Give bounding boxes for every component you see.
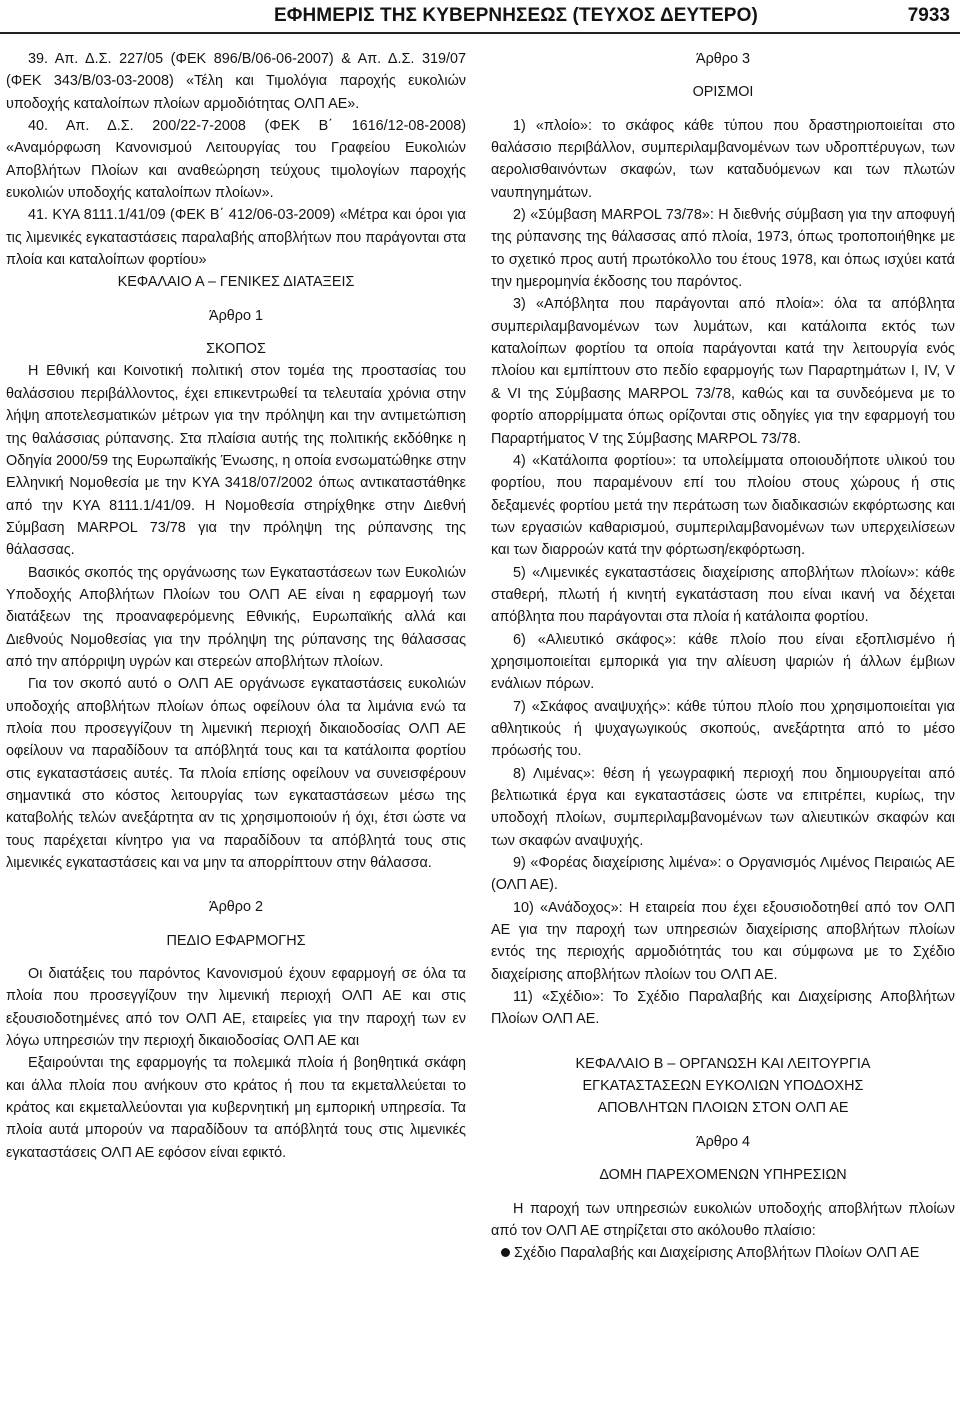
bullet-item-text: Σχέδιο Παραλαβής και Διαχείρισης Αποβλήτων Πλοίων ΟΛΠ ΑΕ [514, 1245, 920, 1262]
article-2-paragraph-2: Εξαιρούνται της εφαρμογής τα πολεμικά πλοία ή βοηθητικά σκάφη και άλλα πλοία που ανήκουν στο κράτος ή που τα εκμεταλλεύεται το κράτος και εκμεταλλεύονται για κυβερνητική μη εμπορική υπηρεσία. Τα πλοία αυτά μπορούν να παραδίδουν τα απόβλητά τους στις λιμενικές εγκαταστάσεις ΟΛΠ ΑΕ εφόσον είναι εφικτό. [6, 1055, 466, 1161]
article-4-title: ΔΟΜΗ ΠΑΡΕΧΟΜΕΝΩΝ ΥΠΗΡΕΣΙΩΝ [599, 1167, 847, 1184]
definition-6: 6) «Αλιευτικό σκάφος»: κάθε πλοίο που είναι εξοπλισμένο ή χρησιμοποιείται εμπορικά για την αλίευση ψαριών ή άλλων έμβιων ενάλιων πόρων. [491, 631, 955, 693]
spacer [491, 104, 955, 115]
definition-2: 2) «Σύμβαση MARPOL 73/78»: Η διεθνής σύμβαση για την αποφυγή της ρύπανσης της θάλασσας από πλοία, 1973, όπως τροποποιήθηκε με το σχετικό προς αυτή πρωτόκολλο του έτους 1978, και όπως ισχύει κατά την ημερομηνία έκδοσης του παρόντος. [491, 207, 955, 291]
spacer [491, 1153, 955, 1164]
article-4-paragraph-1: Η παροχή των υπηρεσιών ευκολιών υποδοχής αποβλήτων πλοίων από τον ΟΛΠ ΑΕ στηρίζεται στο ακόλουθο πλαίσιο: [491, 1200, 955, 1239]
spacer [6, 952, 466, 963]
definition-8: 8) Λιμένας»: θέση ή γεωγραφική περιοχή που δημιουργείται από βελτιωτικά έργα και εγκαταστάσεις ώστε να επιτρέπει, κυρίως, την υποδοχή πλοίων, συμπεριλαμβανομένων των αλιευτικών σκαφών και των σκαφών αναψυχής. [491, 765, 955, 849]
spacer [6, 885, 466, 896]
article-3-number: Άρθρο 3 [696, 51, 750, 67]
spacer [491, 1187, 955, 1198]
article-1-title: ΣΚΟΠΟΣ [206, 341, 266, 358]
definition-1: 1) «πλοίο»: το σκάφος κάθε τύπου που δραστηριοποιείται στο θαλάσσιο περιβάλλον, συμπεριλαμβανομένων των υδροπτέρυγων, των αερολισθαινόντων σκαφών, των καταδυόμενων και των πλωτών ναυπηγημάτων. [491, 117, 955, 201]
reference-item-39: 39. Απ. Δ.Σ. 227/05 (ΦΕΚ 896/Β/06-06-2007) & Απ. Δ.Σ. 319/07 (ΦΕΚ 343/Β/03-03-2008) «Τέλη και Τιμολόγια παροχής ευκολιών υποδοχής καταλοίπων πλοίων αρμοδιότητας ΟΛΠ ΑΕ». [6, 51, 466, 112]
bullet-item [491, 1242, 955, 1264]
right-column [491, 48, 955, 1265]
definition-9: 9) «Φορέας διαχείρισης λιμένα»: ο Οργανισμός Λιμένος Πειραιώς ΑΕ (ΟΛΠ ΑΕ). [491, 855, 955, 894]
definition-3: 3) «Απόβλητα που παράγονται από πλοία»: όλα τα απόβλητα συμπεριλαμβανομένων των λυμάτων, και κατάλοιπα εκτός των καταλοίπων φορτίου τα οποία παράγονται κατά την λειτουργία ενός πλοίου και εμπίπτουν στο πεδίο εφαρμογής των Παραρτημάτων Ι, IV, V & VI της Σύμβασης MARPOL 73/78, καθώς και τα συνδεόμενα με το φορτίο απορρίμματα όπως ορίζονται στις οδηγίες για την εφαρμογή του Παραρτήματος V της Σύμβασης MARPOL 73/78. [491, 296, 955, 447]
left-column [6, 48, 466, 1164]
definition-10: 10) «Ανάδοχος»: Η εταιρεία που έχει εξουσιοδοτηθεί από τον ΟΛΠ ΑΕ για την παροχή των υπηρεσιών διαχείρισης αποβλήτων πλοίων εντός της περιοχής αρμοδιότητάς του και σύμφωνα με το Σχέδιο διαχείρισης αποβλήτων πλοίων του ΟΛΠ ΑΕ. [491, 899, 955, 983]
definition-4: 4) «Κατάλοιπα φορτίου»: τα υπολείμματα οποιουδήποτε υλικού του φορτίου, που παραμένουν επί του πλοίου στους χώρους ή στις δεξαμενές φορτίου μετά την περάτωση των διαδικασιών εκφόρτωσης και των εργασιών καθαρισμού, συμπεριλαμβανομένων των υπερχειλίσεων και των διαρροών κατά την φόρτωση/εκφόρτωση. [491, 452, 955, 559]
article-4-number: Άρθρο 4 [696, 1133, 750, 1150]
article-2-number: Άρθρο 2 [209, 899, 263, 916]
reference-item-41: 41. ΚΥΑ 8111.1/41/09 (ΦΕΚ Β΄ 412/06-03-2009) «Μέτρα και όροι για τις λιμενικές εγκαταστάσεις παραλαβής αποβλήτων που παράγονται στα πλοία και καταλοίπων φορτίου» [6, 207, 466, 269]
spacer [491, 1042, 955, 1053]
article-1-paragraph-3: Για τον σκοπό αυτό ο ΟΛΠ ΑΕ οργάνωσε εγκαταστάσεις ευκολιών υποδοχής αποβλήτων πλοίων όπως οφείλουν όλα τα λιμάνια ενώ τα πλοία που προσεγγίζουν τη λιμενική περιοχή δικαιοδοσίας ΟΛΠ ΑΕ οφείλουν να παραδίδουν τα απόβλητά τους και τα κατάλοιπα φορτίου στις εγκαταστάσεις αυτές. Τα πλοία επίσης οφείλουν να συνεισφέρουν σημαντικά στο κόστος λειτουργίας των εγκαταστάσεων μέσω της καταβολής τελών ανεξάρτητα αν τις χρησιμοποιούν ή όχι, έτσι ώστε να τους παρέχεται κίνητρο για να παραδίδουν τα απόβλητά τους στις λιμενικές εγκαταστάσεις και να μην τα απορρίπτουν στην θάλασσα. [6, 676, 466, 872]
spacer [6, 294, 466, 305]
article-3-title: ΟΡΙΣΜΟΙ [692, 84, 754, 101]
reference-item-40: 40. Απ. Δ.Σ. 200/22-7-2008 (ΦΕΚ Β΄ 1616/12-08-2008) «Αναμόρφωση Κανονισμού Λειτουργίας του Γραφείου Ευκολιών Αποβλήτων Πλοίων και αναθεώρηση τεύχους τιμολογίων παροχής ευκολιών υποδοχής καταλοίπων πλοίων». [6, 118, 466, 202]
header-divider [0, 32, 960, 34]
spacer [6, 919, 466, 930]
definition-5: 5) «Λιμενικές εγκαταστάσεις διαχείρισης αποβλήτων πλοίων»: κάθε σταθερή, πλωτή ή κινητή εγκατάσταση που είναι ικανή να δέχεται απόβλητα που παράγονται στα πλοία ή κατάλοιπα φορτίου. [491, 564, 955, 626]
article-2-paragraph-1: Οι διατάξεις του παρόντος Κανονισμού έχουν εφαρμογή σε όλα τα πλοία που προσεγγίζουν την λιμενική περιοχή ΟΛΠ ΑΕ και στις εξουσιοδοτημένες από τον ΟΛΠ ΑΕ, εταιρείες για την παροχή των εν λόγω υπηρεσιών την περιοχή δικαιοδοσίας ΟΛΠ ΑΕ και [6, 966, 466, 1050]
spacer [491, 70, 955, 81]
spacer [491, 1031, 955, 1042]
spacer [6, 327, 466, 338]
chapter-a-heading: ΚΕΦΑΛΑΙΟ Α – ΓΕΝΙΚΕΣ ΔΙΑΤΑΞΕΙΣ [117, 274, 355, 291]
article-1-paragraph-1: Η Εθνική και Κοινοτική πολιτική στον τομέα της προστασίας του θαλάσσιου περιβάλλοντος, έχει επικεντρωθεί τα τελευταία χρόνια στην λήψη αποτελεσματικών μέτρων για την πρόληψη και την αντιμετώπιση της θαλάσσιας ρύπανσης. Στα πλαίσια αυτής της πολιτικής εκδόθηκε η Οδηγία 2000/59 της Ευρωπαϊκής Ένωσης, η οποία ενσωματώθηκε στην Ελληνική Νομοθεσία με την ΚΥΑ 3418/07/2002 όπως αντικαταστάθηκε από την ΚΥΑ 8111.1/41/09. Η Νομοθεσία στηρίχθηκε στην Διεθνή Σύμβαση MARPOL 73/78 για την πρόληψη της ρύπανσης της θάλασσας. [6, 363, 466, 559]
spacer [6, 874, 466, 885]
definition-7: 7) «Σκάφος αναψυχής»: κάθε τύπου πλοίο που χρησιμοποιείται για αθλητικούς ή ψυχαγωγικούς σκοπούς, ανεξάρτητα από το μέσο πρόωσής του. [491, 698, 955, 760]
article-1-number: Άρθρο 1 [209, 307, 263, 324]
definition-11: 11) «Σχέδιο»: Το Σχέδιο Παραλαβής και Διαχείρισης Αποβλήτων Πλοίων ΟΛΠ ΑΕ. [491, 989, 955, 1028]
chapter-b-heading-line-1: ΚΕΦΑΛΑΙΟ Β – ΟΡΓΑΝΩΣΗ ΚΑΙ ΛΕΙΤΟΥΡΓΙΑ [575, 1055, 871, 1072]
page-header [0, 0, 960, 34]
gazette-title: ΕΦΗΜΕΡΙΣ ΤΗΣ ΚΥΒΕΡΝΗΣΕΩΣ (ΤΕΥΧΟΣ ΔΕΥΤΕΡΟ) [274, 5, 758, 26]
chapter-b-heading-line-2: ΕΓΚΑΤΑΣΤΑΣΕΩΝ ΕΥΚΟΛΙΩΝ ΥΠΟΔΟΧΗΣ [582, 1078, 864, 1095]
page-number: 7933 [907, 5, 950, 26]
article-1-paragraph-2: Βασικός σκοπός της οργάνωσης των Εγκαταστάσεων των Ευκολιών Υποδοχής Αποβλήτων Πλοίων του ΟΛΠ ΑΕ είναι η εφαρμογή των διατάξεων της προαναφερόμενης Εθνικής, Ευρωπαϊκής αλλά και Διεθνούς Νομοθεσίας για την πρόληψη της ρύπανσης της θάλασσας από την απόρριψη υγρών και στερεών αποβλήτων πλοίων. [6, 564, 466, 670]
spacer [491, 1120, 955, 1131]
bullet-icon [501, 1248, 510, 1257]
article-2-title: ΠΕΔΙΟ ΕΦΑΡΜΟΓΗΣ [166, 932, 306, 949]
chapter-b-heading-line-3: ΑΠΟΒΛΗΤΩΝ ΠΛΟΙΩΝ ΣΤΟΝ ΟΛΠ ΑΕ [597, 1100, 849, 1117]
